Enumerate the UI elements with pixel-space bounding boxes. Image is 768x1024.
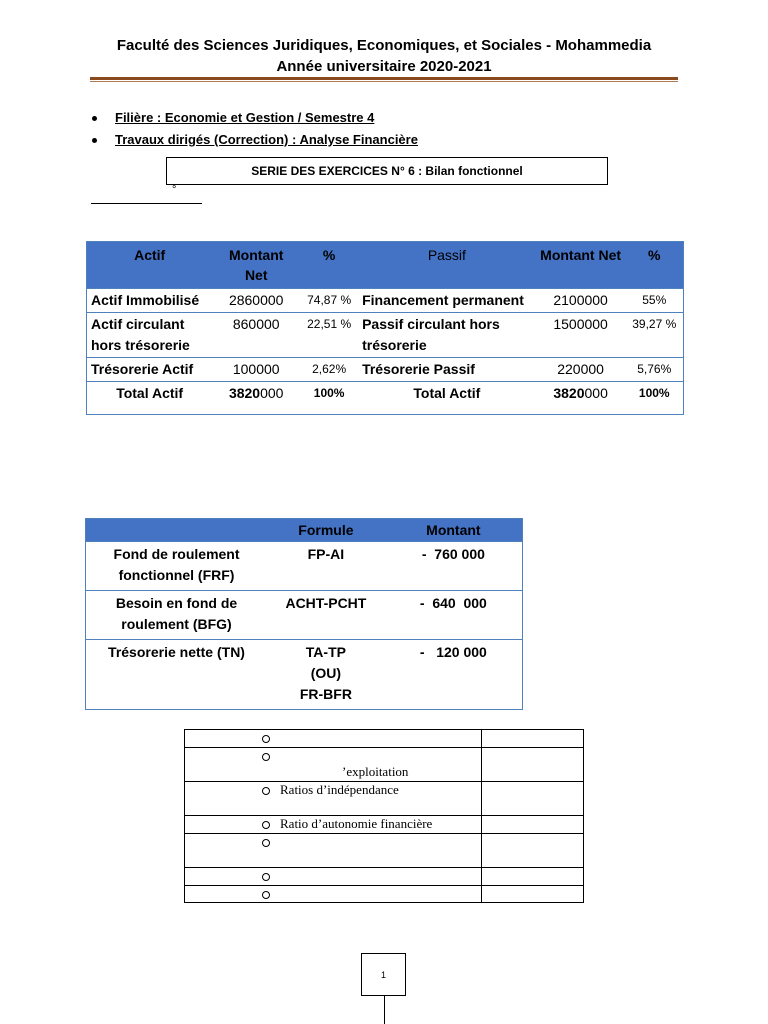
bfg-label: Besoin en fond de roulement (BFG)	[86, 591, 268, 640]
circle-bullet-icon	[262, 821, 270, 829]
ratio-value-cell	[482, 782, 584, 816]
degree-mark: °	[172, 184, 177, 196]
actif-label: Actif circulant hors trésorerie	[87, 313, 213, 358]
ratio-value-cell	[482, 748, 584, 782]
total-passif-label: Total Actif	[358, 382, 536, 415]
ratio-value-cell	[482, 834, 584, 868]
serie-title: SERIE DES EXERCICES N° 6 : Bilan fonctionnel	[166, 157, 608, 185]
ratio-text: Ratios d’indépendance	[280, 782, 399, 797]
bullet-icon	[92, 116, 97, 121]
ratios-table	[184, 729, 584, 903]
total-passif-montant-bold: 3820	[553, 385, 585, 401]
actif-pct: 22,51 %	[300, 313, 358, 358]
bilan-table	[86, 241, 684, 415]
page-number: 1	[361, 953, 406, 996]
table-row	[87, 289, 684, 313]
ratio-value-cell	[482, 816, 584, 834]
passif-label: Trésorerie Passif	[358, 358, 536, 382]
passif-label: Financement permanent	[358, 289, 536, 313]
ratio-subtext: ’exploitation	[342, 764, 409, 779]
circle-bullet-icon	[262, 735, 270, 743]
page-number-line	[384, 996, 385, 1024]
header-empty	[86, 519, 268, 542]
equilibre-table	[85, 518, 523, 710]
table-row	[86, 640, 523, 710]
academic-year: Année universitaire 2020-2021	[276, 58, 492, 75]
actif-pct: 74,87 %	[300, 289, 358, 313]
ratio-value-cell	[482, 730, 584, 748]
tn-formule-line: TA-TP	[305, 644, 346, 660]
total-passif-montant	[536, 382, 626, 415]
circle-bullet-icon	[262, 839, 270, 847]
table-row	[86, 591, 523, 640]
table-row	[86, 542, 523, 591]
table-row	[185, 834, 584, 868]
tn-montant: - 120 000	[385, 640, 523, 710]
total-passif-pct: 100%	[626, 382, 684, 415]
header-formule: Formule	[267, 519, 385, 542]
total-actif-pct: 100%	[300, 382, 358, 415]
actif-label: Actif Immobilisé	[87, 289, 213, 313]
equilibre-header-row	[86, 519, 523, 542]
bfg-formule: ACHT-PCHT	[267, 591, 385, 640]
passif-label: Passif circulant hors trésorerie	[358, 313, 536, 358]
bullet-item	[92, 107, 418, 129]
total-actif-montant-rest: 000	[260, 385, 284, 401]
table-row	[87, 358, 684, 382]
ratio-cell	[185, 816, 482, 834]
frf-label: Fond de roulement fonctionnel (FRF)	[86, 542, 268, 591]
total-actif-label: Total Actif	[87, 382, 213, 415]
actif-montant: 860000	[212, 313, 300, 358]
ratio-cell	[185, 868, 482, 886]
total-actif-montant-bold: 3820	[228, 385, 261, 401]
passif-montant: 1500000	[536, 313, 626, 358]
passif-pct: 5,76%	[626, 358, 684, 382]
ratio-cell	[185, 748, 482, 782]
actif-pct: 2,62%	[300, 358, 358, 382]
header-rule	[90, 77, 678, 80]
circle-bullet-icon	[262, 753, 270, 761]
ratio-text: Ratio d’autonomie financière	[280, 816, 433, 831]
passif-pct: 39,27 %	[626, 313, 684, 358]
table-row	[87, 313, 684, 358]
table-row	[185, 816, 584, 834]
header-pct-passif: %	[626, 242, 684, 289]
total-actif-montant	[212, 382, 300, 415]
passif-montant: 220000	[536, 358, 626, 382]
header-montant: Montant	[385, 519, 523, 542]
passif-pct: 55%	[626, 289, 684, 313]
circle-bullet-icon	[262, 891, 270, 899]
table-row	[185, 782, 584, 816]
circle-bullet-icon	[262, 873, 270, 881]
filiere-text: Filière : Economie et Gestion / Semestre 4	[115, 110, 375, 125]
ratio-cell	[185, 730, 482, 748]
header-passif: Passif	[358, 242, 536, 289]
tn-label: Trésorerie nette (TN)	[86, 640, 268, 710]
bilan-header-row	[87, 242, 684, 289]
header-rule-thin	[90, 81, 678, 82]
bullet-icon	[92, 138, 97, 143]
actif-montant: 100000	[212, 358, 300, 382]
total-passif-montant-rest: 000	[584, 385, 608, 401]
header-montant-actif: Montant Net	[212, 242, 300, 289]
ratio-value-cell	[482, 886, 584, 903]
ratio-cell	[185, 782, 482, 816]
actif-label: Trésorerie Actif	[87, 358, 213, 382]
tn-formule	[267, 640, 385, 710]
bfg-montant: - 640 000	[385, 591, 523, 640]
total-row	[87, 382, 684, 415]
header-pct-actif: %	[300, 242, 358, 289]
frf-montant: - 760 000	[385, 542, 523, 591]
circle-bullet-icon	[262, 787, 270, 795]
short-underline	[91, 203, 202, 204]
td-text: Travaux dirigés (Correction) : Analyse Financière	[115, 132, 418, 147]
table-row	[185, 868, 584, 886]
ratio-cell	[185, 886, 482, 903]
table-row	[185, 730, 584, 748]
ratio-cell	[185, 834, 482, 868]
info-bullets	[92, 107, 418, 151]
header-montant-passif: Montant Net	[536, 242, 626, 289]
table-row	[185, 748, 584, 782]
actif-montant: 2860000	[212, 289, 300, 313]
tn-formule-line: (OU)	[310, 665, 342, 681]
ratio-value-cell	[482, 868, 584, 886]
faculty-title: Faculté des Sciences Juridiques, Economiques, et Sociales - Mohammedia	[116, 37, 652, 54]
header-actif: Actif	[87, 242, 213, 289]
frf-formule: FP-AI	[267, 542, 385, 591]
bullet-item	[92, 129, 418, 151]
table-row	[185, 886, 584, 903]
tn-formule-line: FR-BFR	[299, 686, 352, 702]
passif-montant: 2100000	[536, 289, 626, 313]
